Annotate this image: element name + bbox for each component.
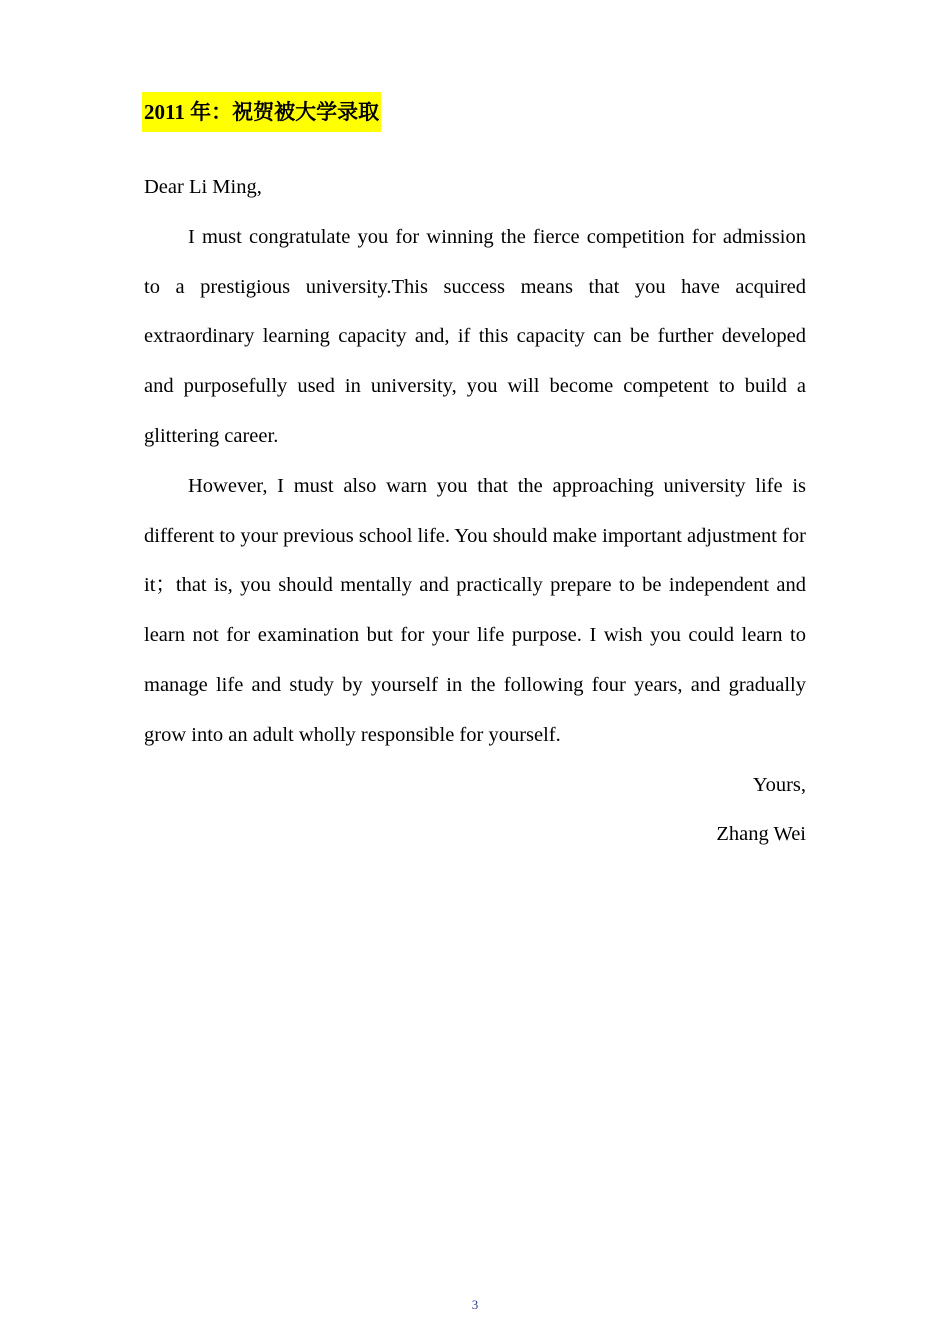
closing: Yours, bbox=[752, 773, 806, 796]
page-number: 3 bbox=[471, 1297, 479, 1312]
letter-body bbox=[144, 163, 806, 860]
signature: Zhang Wei bbox=[716, 823, 806, 846]
paragraph: However, I must also warn you that the approaching university life is different to your previous school life. You should make important adjustment for it；that is, you should mentally and practically prepare to be independent and learn not for examination but for your life purpose. I wish you could learn to manage life and study by yourself in the following four years, and gradually grow into an adult wholly responsible for yourself. bbox=[144, 474, 806, 746]
page-title: 2011 年：祝贺被大学录取 bbox=[142, 92, 381, 132]
salutation: Dear Li Ming, bbox=[144, 176, 262, 198]
paragraph: I must congratulate you for winning the fierce competition for admission to a prestigious university.This success means that you have acquired extraordinary learning capacity and, if this capacity can be further developed and purposefully used in university, you will become competent to build a glittering career. bbox=[144, 225, 806, 447]
